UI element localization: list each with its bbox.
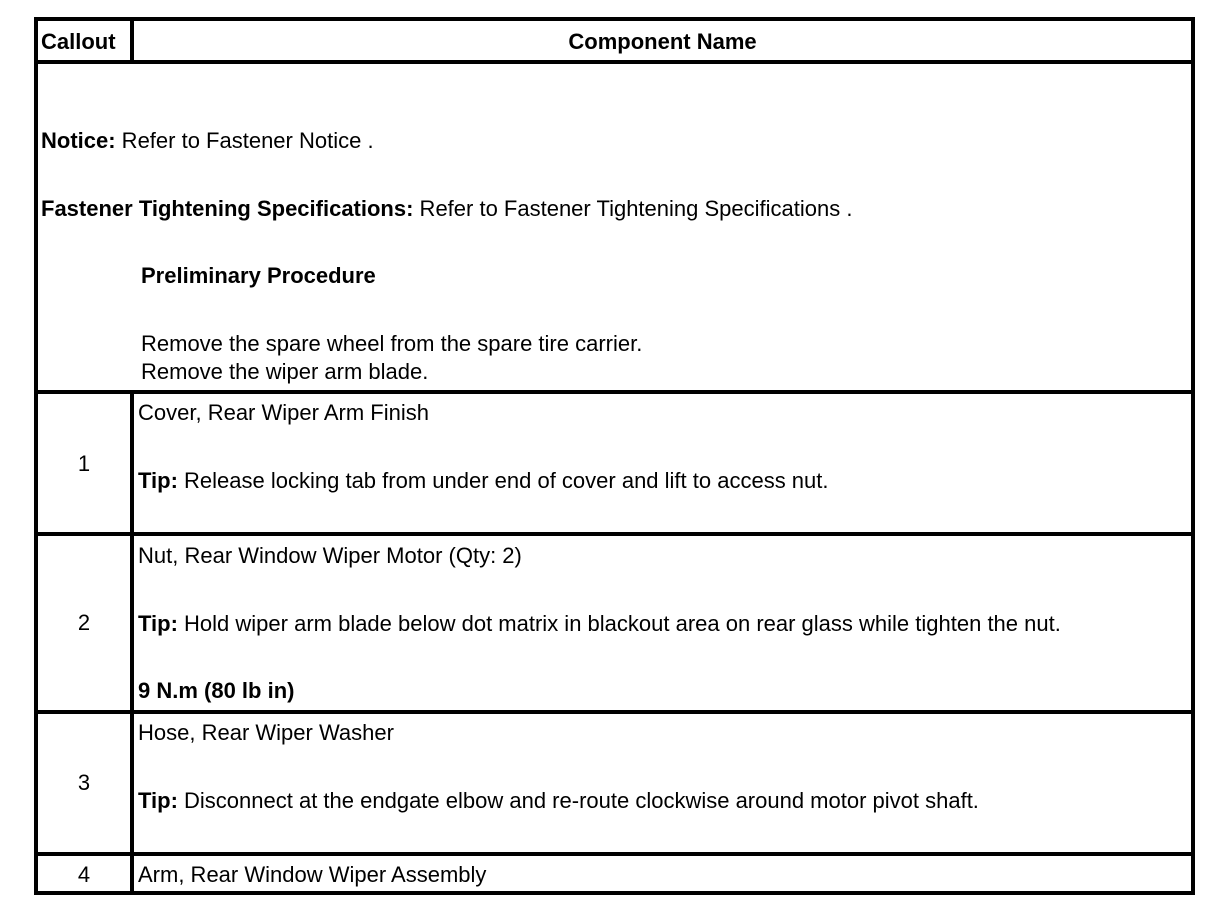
tip-line [138, 611, 1061, 637]
callout-number: 2 [77, 610, 91, 635]
procedure-step: Remove the spare wheel from the spare tire carrier. [141, 331, 643, 356]
tip-line [138, 788, 979, 814]
row-divider [34, 532, 1195, 536]
procedure-step: Remove the wiper arm blade. [141, 359, 429, 384]
tip-text: Hold wiper arm blade below dot matrix in blackout area on rear glass while tighten the nut. [177, 611, 1061, 636]
component-name: Arm, Rear Window Wiper Assembly [138, 862, 487, 887]
notice-text: Refer to Fastener Notice . [115, 128, 374, 153]
fastener-spec-text: Refer to Fastener Tightening Specifications . [413, 196, 853, 221]
component-name: Nut, Rear Window Wiper Motor (Qty: 2) [138, 543, 522, 568]
header-component-name: Component Name [568, 29, 757, 54]
tip-label: Tip: [138, 468, 178, 493]
row-divider [34, 710, 1195, 714]
tip-label: Tip: [138, 788, 178, 813]
torque-spec: 9 N.m (80 lb in) [138, 678, 295, 703]
tip-line [138, 468, 829, 494]
notice-line [41, 128, 374, 154]
callout-number: 1 [77, 451, 91, 476]
tip-text: Release locking tab from under end of cover and lift to access nut. [177, 468, 829, 493]
header-divider [34, 60, 1195, 64]
preliminary-procedure-heading: Preliminary Procedure [141, 263, 376, 288]
callout-number: 3 [77, 770, 91, 795]
row-divider [34, 852, 1195, 856]
header-callout: Callout [41, 29, 116, 54]
callout-number: 4 [77, 862, 91, 887]
component-name: Cover, Rear Wiper Arm Finish [138, 400, 429, 425]
row-divider [34, 390, 1195, 394]
tip-text: Disconnect at the endgate elbow and re-route clockwise around motor pivot shaft. [177, 788, 979, 813]
column-divider [130, 390, 134, 895]
fastener-spec-label: Fastener Tightening Specifications: [41, 196, 414, 221]
notice-label: Notice: [41, 128, 116, 153]
tip-label: Tip: [138, 611, 178, 636]
component-name: Hose, Rear Wiper Washer [138, 720, 394, 745]
fastener-spec-line [41, 196, 852, 222]
